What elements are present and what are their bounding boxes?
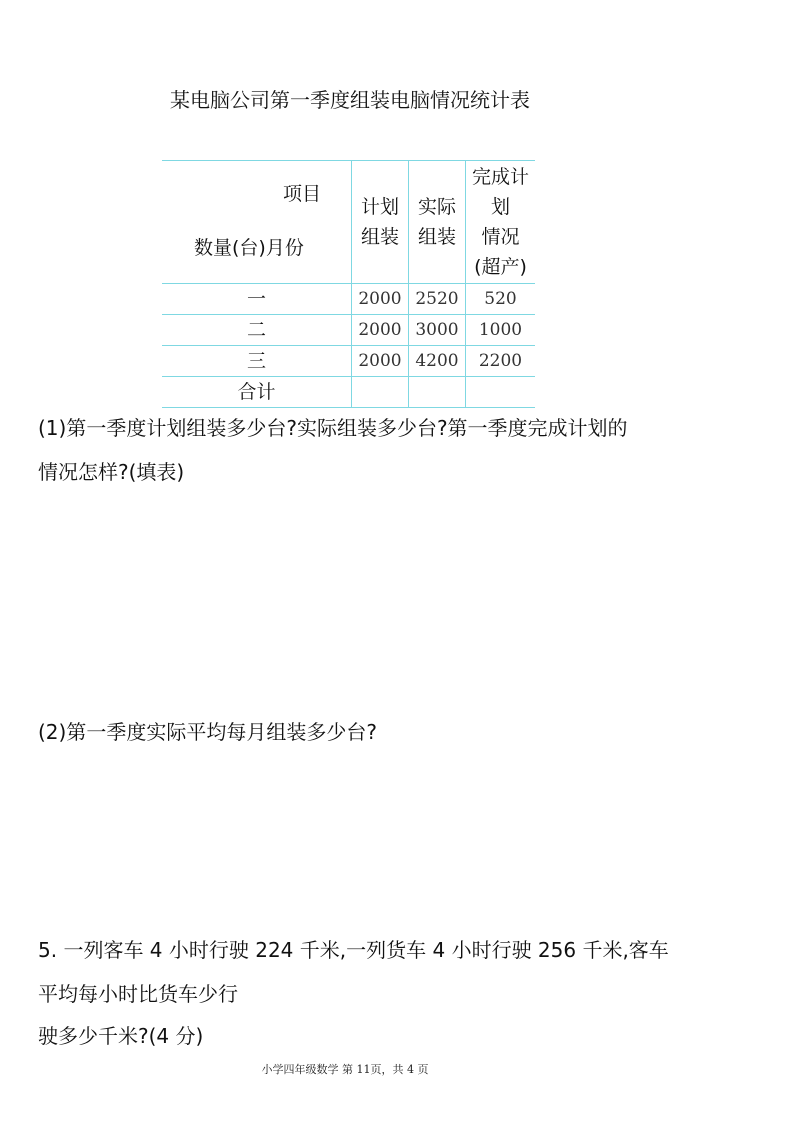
table-corner-header	[162, 161, 352, 284]
question-5-line-2: 平均每小时比货车少行	[38, 982, 238, 1006]
header-completion: 完成计 划 情况 (超产)	[466, 161, 536, 284]
table-row	[162, 346, 535, 377]
month-cell: 二	[162, 315, 352, 346]
planned-cell: 2000	[352, 346, 409, 377]
corner-quantity-label: 数量(台)月份	[194, 237, 304, 259]
total-label-cell: 合计	[162, 377, 352, 408]
table-row	[162, 284, 535, 315]
actual-cell: 2520	[409, 284, 466, 315]
question-1-line-1: (1)第一季度计划组装多少台?实际组装多少台?第一季度完成计划的	[38, 416, 628, 440]
planned-cell: 2000	[352, 315, 409, 346]
stats-table	[162, 160, 535, 408]
question-2: (2)第一季度实际平均每月组装多少台?	[38, 720, 377, 744]
page-footer: 小学四年级数学 第 11页，共 4 页	[261, 1063, 429, 1076]
total-actual-cell[interactable]	[409, 377, 466, 408]
total-planned-cell[interactable]	[352, 377, 409, 408]
diff-cell: 2200	[466, 346, 536, 377]
planned-cell: 2000	[352, 284, 409, 315]
question-5-line-3: 驶多少千米?(4 分)	[38, 1024, 204, 1048]
table-row	[162, 315, 535, 346]
table-title: 某电脑公司第一季度组装电脑情况统计表	[170, 88, 530, 112]
question-5-line-1: 5. 一列客车 4 小时行驶 224 千米,一列货车 4 小时行驶 256 千米,客车	[38, 938, 669, 962]
total-diff-cell[interactable]	[466, 377, 536, 408]
diff-cell: 520	[466, 284, 536, 315]
actual-cell: 3000	[409, 315, 466, 346]
month-cell: 三	[162, 346, 352, 377]
question-1-line-2: 情况怎样?(填表)	[38, 460, 185, 484]
table-total-row	[162, 377, 535, 408]
header-actual: 实际 组装	[409, 161, 466, 284]
diff-cell: 1000	[466, 315, 536, 346]
header-planned: 计划 组装	[352, 161, 409, 284]
corner-item-label: 项目	[282, 183, 321, 205]
actual-cell: 4200	[409, 346, 466, 377]
month-cell: 一	[162, 284, 352, 315]
